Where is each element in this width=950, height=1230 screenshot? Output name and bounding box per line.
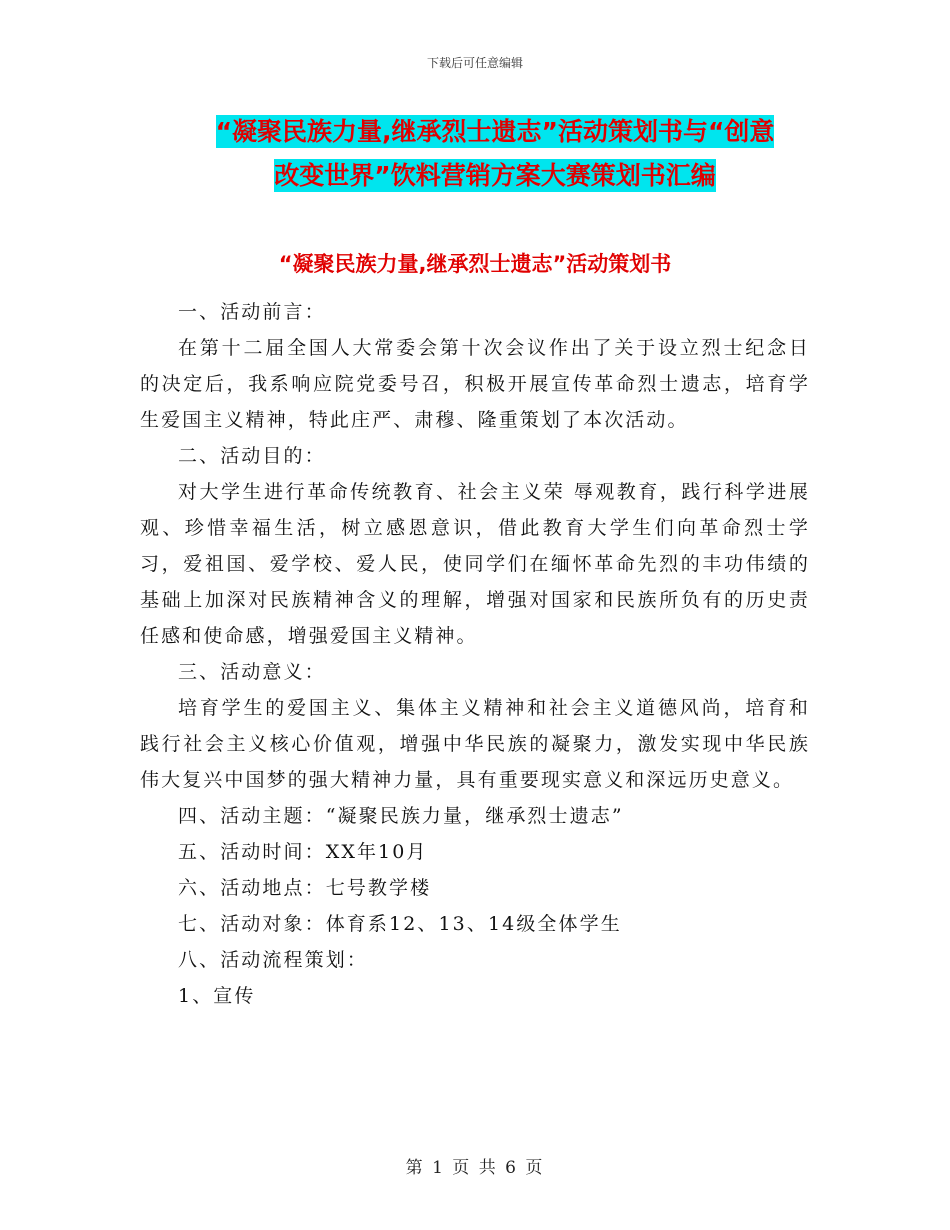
item-location: 六、活动地点：七号教学楼	[178, 877, 432, 899]
paragraph-purpose: 对大学生进行革命传统教育、社会主义荣 辱观教育，践行科学进展观、珍惜幸福生活，树立感恩意识，借此教育大学生们向革命烈士学习，爱祖国、爱学校、爱人民，使同学们在缅怀革命先烈的丰功伟绩的基础上加深对民族精神含义的理解，增强对国家和民族所负有的历史责任感和使命感，增强爱国主义精神。	[140, 481, 810, 647]
item-publicity: 1、宣传	[178, 985, 256, 1007]
paragraph-significance: 培育学生的爱国主义、集体主义精神和社会主义道德风尚，培育和践行社会主义核心价值观，增强中华民族的凝聚力，激发实现中华民族伟大复兴中国梦的强大精神力量，具有重要现实意义和深远历史意义。	[140, 697, 810, 791]
document-title-line-1	[150, 110, 840, 154]
heading-purpose: 二、活动目的：	[178, 445, 326, 467]
heading-significance: 三、活动意义：	[178, 661, 326, 683]
section-title: “凝聚民族力量,继承烈士遗志”活动策划书	[278, 252, 672, 276]
heading-preface: 一、活动前言：	[178, 301, 326, 323]
document-title-line-2	[150, 154, 840, 198]
document-title	[150, 110, 840, 198]
title-highlight-line-1: “凝聚民族力量,继承烈士遗志”活动策划书与“创意	[215, 117, 775, 146]
page-number: 第 1 页 共 6 页	[405, 1158, 545, 1178]
item-theme: 四、活动主题：“凝聚民族力量，继承烈士遗志”	[178, 805, 624, 827]
title-highlight-line-2: 改变世界”饮料营销方案大赛策划书汇编	[274, 161, 716, 190]
item-audience: 七、活动对象：体育系12、13、14级全体学生	[178, 913, 622, 935]
heading-process: 八、活动流程策划：	[178, 949, 368, 971]
paragraph-preface: 在第十二届全国人大常委会第十次会议作出了关于设立烈士纪念日的决定后，我系响应院党委号召，积极开展宣传革命烈士遗志，培育学生爱国主义精神，特此庄严、肃穆、隆重策划了本次活动。	[140, 337, 810, 431]
page-header-note: 下载后可任意编辑	[426, 56, 523, 70]
document-body	[140, 294, 810, 1014]
item-time: 五、活动时间：XX年10月	[178, 841, 428, 863]
